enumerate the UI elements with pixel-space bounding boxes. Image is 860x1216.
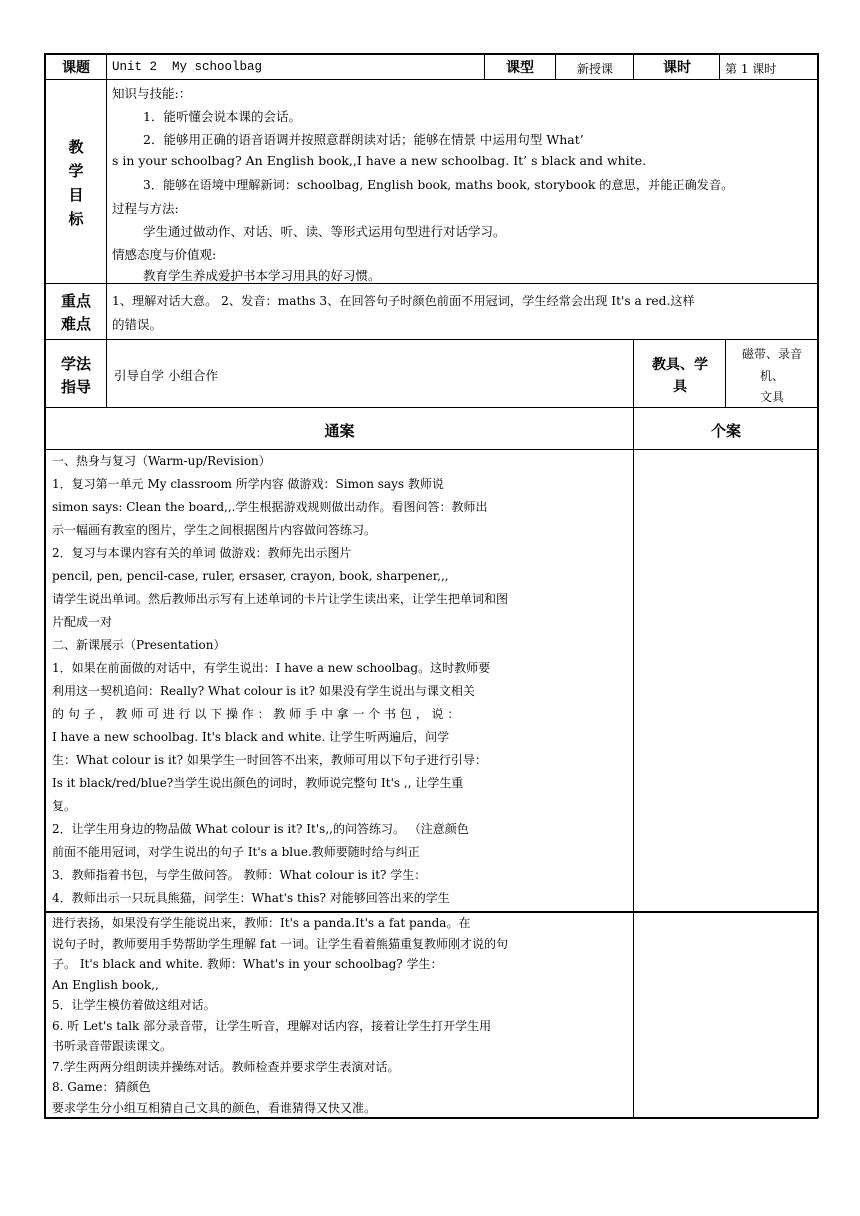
objectives-line: 3．能够在语境中理解新词：schoolbag, English book, maths book, storybook 的意思，并能正确发音。 (143, 178, 734, 192)
plan-line: I have a new schoolbag. It's black and white. 让学生听两遍后，问学 (52, 730, 450, 744)
objectives-line: 情感态度与价值观: (112, 247, 217, 262)
plan-line: 4．教师出示一只玩具熊猫，问学生：What's this? 对能够回答出来的学生 (52, 891, 450, 905)
objectives-label-char: 标 (68, 210, 84, 228)
objectives-label-char: 教 (68, 138, 84, 156)
plan-line: simon says: Clean the board,,.学生根据游戏规则做出动作。看图问答：教师出 (52, 500, 488, 514)
tools-label: 教具、学 (652, 357, 708, 373)
plan-line: 示一幅画有教室的图片，学生之间根据图片内容做问答练习。 (52, 523, 377, 537)
plan-common-header: 通案 (324, 422, 355, 440)
plan-line: 利用这一契机追问：Really? What colour is it? 如果没有学生说出与课文相关 (52, 684, 475, 698)
method-label: 指导 (60, 378, 91, 396)
key-points-label: 重点 (60, 292, 91, 310)
subject-value: Unit 2 My schoolbag (112, 60, 263, 74)
plan-line: 说句子时，教师要用手势帮助学生理解 fat 一词。让学生看着熊猫重复教师刚才说的句 (52, 936, 509, 951)
plan-line: 1．如果在前面做的对话中，有学生说出：I have a new schoolbag。这时教师要 (52, 661, 491, 675)
plan-line: 2．让学生用身边的物品做 What colour is it? It's,,的问答练习。 （注意颜色 (52, 822, 469, 836)
tools-label: 具 (673, 379, 687, 395)
plan-line: 进行表扬，如果没有学生能说出来，教师：It's a panda.It's a fat panda。在 (52, 916, 471, 930)
method-value: 引导自学 小组合作 (114, 368, 218, 383)
plan-line: An English book,, (52, 977, 159, 992)
period-value: 第 1 课时 (725, 62, 777, 76)
tools-value: 机、 (759, 369, 784, 383)
plan-body-part2 (52, 913, 630, 1118)
type-value: 新授课 (576, 62, 613, 76)
plan-line: 8. Game：猜颜色 (52, 1080, 151, 1094)
objectives-line: 教育学生养成爱护书本学习用具的好习惯。 (143, 268, 381, 283)
plan-line: 3．教师指着书包，与学生做问答。 教师：What colour is it? 学生： (52, 868, 427, 882)
key-points-line: 1、理解对话大意。 2、发音：maths 3、在回答句子时颜色前面不用冠词，学生经常会出现 It's a red.这样 (112, 294, 695, 308)
plan-line: 二、新课展示（Presentation） (52, 638, 226, 652)
tools-value: 磁带、录音 (741, 347, 802, 361)
plan-individual-header: 个案 (710, 422, 741, 440)
plan-line: 1．复习第一单元 My classroom 所学内容 做游戏：Simon says 教师说 (52, 477, 444, 491)
plan-body-part1 (52, 450, 630, 910)
plan-line: pencil, pen, pencil-case, ruler, ersaser, crayon, book, sharpener,,, (52, 569, 449, 583)
plan-line: 2．复习与本课内容有关的单词 做游戏：教师先出示图片 (52, 546, 352, 560)
plan-line: 请学生说出单词。然后教师出示写有上述单词的卡片让学生读出来，让学生把单词和图 (52, 592, 509, 606)
plan-line: 7.学生两两分组朗读并操练对话。教师检查并要求学生表演对话。 (52, 1059, 400, 1074)
subject-label: 课题 (62, 60, 90, 76)
plan-line: 一、热身与复习（Warm-up/Revision） (52, 454, 271, 468)
plan-line: 生：What colour is it? 如果学生一时回答不出来，教师可用以下句子进行引导： (52, 753, 487, 767)
objectives-line: s in your schoolbag? An English book,,I have a new schoolbag. It’ s black and white. (112, 153, 647, 168)
objectives-label-char: 目 (68, 186, 84, 204)
plan-line: 前面不能用冠词，对学生说出的句子 It's a blue.教师要随时给与纠正 (52, 845, 420, 859)
plan-line: 书听录音带跟读课文。 (52, 1039, 173, 1053)
type-label: 课型 (506, 60, 534, 76)
objectives-line: 过程与方法: (112, 201, 179, 216)
plan-line: 的 句 子 ， 教 师 可 进 行 以 下 操 作 ： 教 师 手 中 拿 一 个 书 包 ， 说 ： (52, 707, 460, 721)
objectives-line: 知识与技能:： (112, 86, 192, 101)
plan-line: 复。 (52, 799, 77, 813)
plan-line: 子。 It's black and white. 教师：What's in your schoolbag? 学生： (52, 957, 443, 971)
tools-value: 文具 (759, 390, 784, 404)
key-points-label: 难点 (60, 315, 91, 333)
objectives-line: 2．能够用正确的语音语调并按照意群朗读对话；能够在情景 中运用句型 What’ (143, 132, 584, 147)
objectives-line: 1．能听懂会说本课的会话。 (143, 109, 301, 124)
plan-line: 6. 听 Let's talk 部分录音带，让学生听音，理解对话内容，接着让学生打开学生用 (52, 1018, 492, 1033)
key-points-line: 的错误。 (112, 317, 163, 332)
plan-line: 5．让学生模仿着做这组对话。 (52, 998, 216, 1012)
objectives-line: 学生通过做动作、对话、听、读、等形式运用句型进行对话学习。 (143, 224, 506, 239)
plan-line: 要求学生分小组互相猜自己文具的颜色，看谁猜得又快又准。 (52, 1100, 377, 1115)
method-label: 学法 (60, 355, 91, 373)
objectives-label-char: 学 (68, 162, 84, 180)
period-label: 课时 (663, 60, 691, 76)
plan-line: 片配成一对 (52, 615, 113, 629)
plan-line: Is it black/red/blue?当学生说出颜色的词时，教师说完整句 It's ,, 让学生重 (52, 776, 464, 790)
